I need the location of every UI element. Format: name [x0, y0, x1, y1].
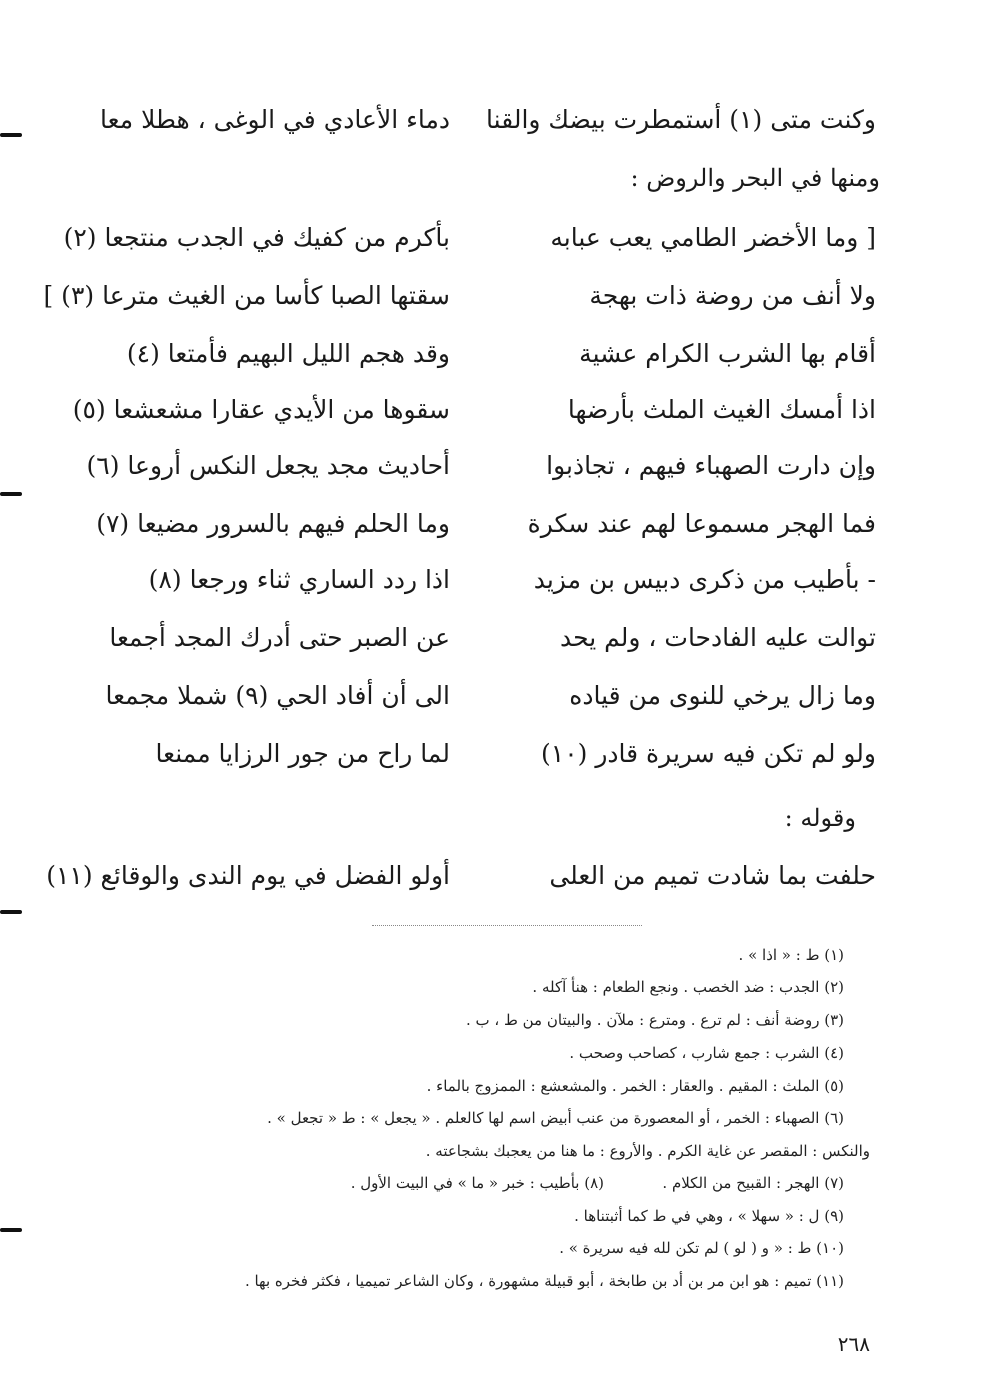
verse-line — [0, 330, 1004, 378]
verse-second-hemistich: دماء الأعادي في الوغى ، هطلا معا — [100, 105, 450, 134]
verse-second-hemistich: لما راح من جور الرزايا ممنعا — [155, 739, 450, 768]
footnote: (٥) الملث : المقيم . والعقار : الخمر . والمشعشع : الممزوج بالماء . — [426, 1077, 844, 1095]
verse-line — [0, 556, 1004, 604]
verse-first-hemistich: وما زال يرخي للنوى من قياده — [569, 681, 876, 710]
page-number: ٢٦٨ — [837, 1332, 870, 1356]
section-intro: وقوله : — [784, 804, 856, 832]
footnote: (١١) تميم : هو ابن مر بن أد بن طابخة ، أبو قبيلة مشهورة ، وكان الشاعر تميميا ، فكثر فخره بها . — [244, 1272, 844, 1290]
verse-second-hemistich: سقوها من الأيدي عقارا مشعشعا (٥) — [72, 395, 450, 424]
footnote: (٣) روضة أنف : لم ترع . ومترع : ملآن . والبيتان من ط ، ب . — [465, 1011, 844, 1029]
footnote: (٢) الجدب : ضد الخصب . ونجع الطعام : هنأ آكله . — [532, 978, 844, 996]
verse-second-hemistich: وقد هجم الليل البهيم فأمتعا (٤) — [126, 339, 450, 368]
verse-line — [0, 386, 1004, 434]
verse-first-hemistich: أقام بها الشرب الكرام عشية — [579, 339, 876, 368]
verse-second-hemistich: بأكرم من كفيك في الجدب منتجعا (٢) — [63, 223, 450, 252]
verse-first-hemistich: فما الهجر مسموعا لهم عند سكرة — [527, 509, 876, 538]
verse-line — [0, 500, 1004, 548]
verse-first-hemistich: [ وما الأخضر الطامي يعب عبابه — [550, 223, 876, 252]
verse-line — [0, 672, 1004, 720]
verse-first-hemistich: اذا أمسك الغيث الملث بأرضها — [567, 395, 876, 424]
verse-second-hemistich: الى أن أفاد الحي (٩) شملا مجمعا — [105, 681, 450, 710]
verse-second-hemistich: أحاديث مجد يجعل النكس أروعا (٦) — [86, 451, 450, 480]
verse-line — [0, 96, 1004, 144]
verse-first-hemistich: توالت عليه الفادحات ، ولم يحد — [559, 623, 876, 652]
footnote-separator — [372, 925, 642, 926]
margin-mark — [0, 492, 22, 496]
verse-second-hemistich: وما الحلم فيهم بالسرور مضيعا (٧) — [96, 509, 450, 538]
verse-first-hemistich: ولا أنف من روضة ذات بهجة — [589, 281, 876, 310]
verse-first-hemistich: وكنت متى (١) أستمطرت بيضك والقنا — [486, 105, 876, 134]
verse-first-hemistich: وإن دارت الصهباء فيهم ، تجاذبوا — [546, 451, 876, 480]
footnote-continuation: والنكس : المقصر عن غاية الكرم . والأروع : ما هنا من يعجبك بشجاعته . — [425, 1142, 870, 1160]
footnote: (١) ط : « اذا » . — [738, 946, 844, 964]
verse-second-hemistich: عن الصبر حتى أدرك المجد أجمعا — [109, 623, 450, 652]
verse-first-hemistich: ولو لم تكن فيه سريرة قادر (١٠) — [541, 739, 876, 768]
verse-line — [0, 730, 1004, 778]
verse-second-hemistich: سقتها الصبا كأسا من الغيث مترعا (٣) ] — [43, 281, 450, 310]
verse-second-hemistich: اذا ردد الساري ثناء ورجعا (٨) — [148, 565, 450, 594]
footnote: (٩) ل : « سهلا » ، وهي في ط كما أثبتناها . — [574, 1207, 844, 1225]
verse-line — [0, 614, 1004, 662]
section-intro: ومنها في البحر والروض : — [630, 164, 880, 192]
verse-first-hemistich: - بأطيب من ذكرى دبيس بن مزيد — [533, 565, 876, 594]
footnote: (٤) الشرب : جمع شارب ، كصاحب وصحب . — [569, 1044, 844, 1062]
verse-line — [0, 442, 1004, 490]
margin-mark — [0, 1228, 22, 1232]
verse-first-hemistich: حلفت بما شادت تميم من العلى — [549, 861, 876, 890]
footnote: (٨) بأطيب : خبر « ما » في البيت الأول . — [350, 1174, 604, 1192]
verse-line — [0, 214, 1004, 262]
footnote: (٧) الهجر : القبيح من الكلام . — [662, 1174, 844, 1192]
verse-second-hemistich: أولو الفضل في يوم الندى والوقائع (١١) — [46, 861, 450, 890]
margin-mark — [0, 910, 22, 914]
verse-line — [0, 852, 1004, 900]
footnote: (١٠) ط : « و ( لو ) لم تكن لله فيه سريرة » . — [559, 1239, 844, 1257]
footnote: (٦) الصهباء : الخمر ، أو المعصورة من عنب أبيض اسم لها كالعلم . « يجعل » : ط « تجعل » . — [267, 1109, 844, 1127]
verse-line — [0, 272, 1004, 320]
